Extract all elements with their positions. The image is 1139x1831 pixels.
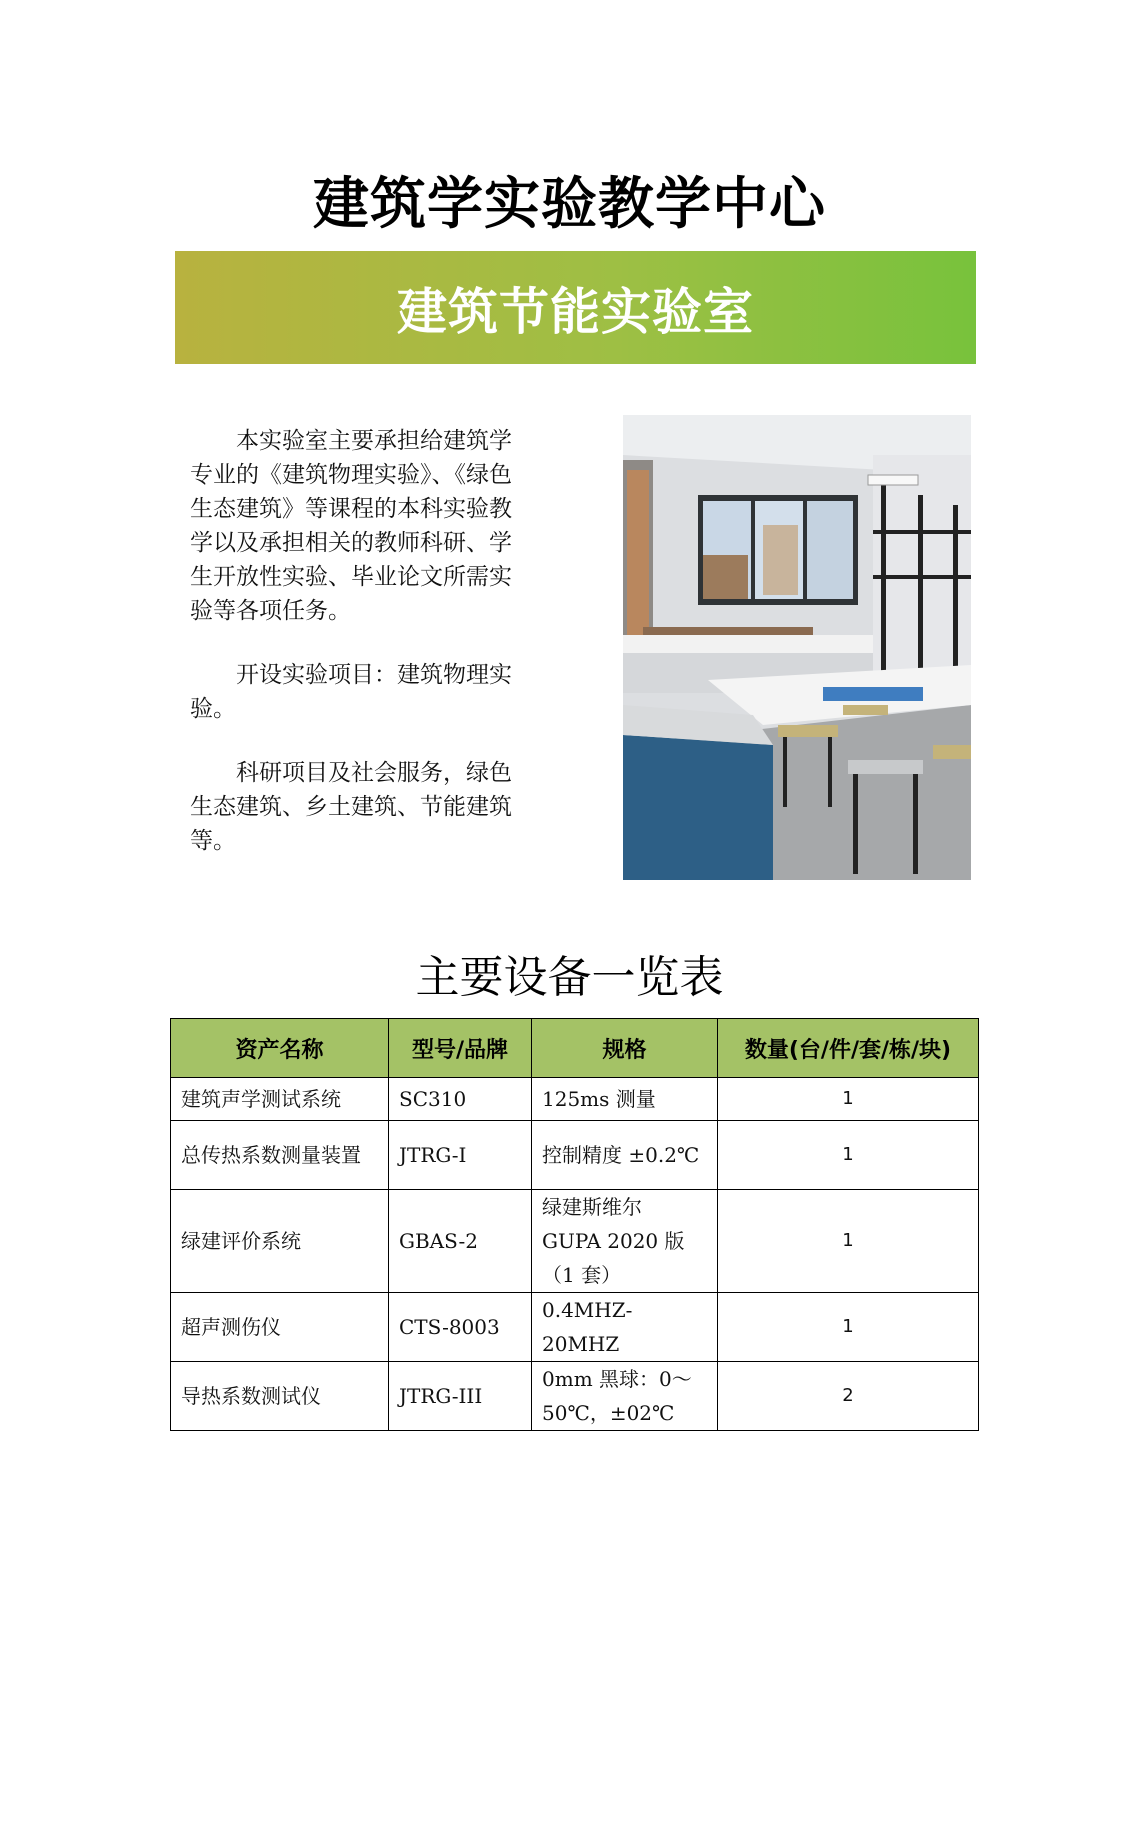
table-row (171, 1293, 979, 1362)
spec-cell: 0mm 黑球：0～50℃，±02℃ (532, 1362, 718, 1431)
table-row (171, 1078, 979, 1121)
intro-text (190, 424, 512, 888)
table-row (171, 1190, 979, 1293)
quantity-cell: 2 (718, 1362, 979, 1431)
equipment-table (170, 1018, 979, 1431)
column-header-quantity: 数量(台/件/套/栋/块) (718, 1019, 979, 1078)
asset-name-cell: 超声测伤仪 (171, 1293, 389, 1362)
model-cell: CTS-8003 (389, 1293, 532, 1362)
lab-photo (623, 415, 971, 880)
column-header-model: 型号/品牌 (389, 1019, 532, 1078)
spec-cell: 绿建斯维尔 GUPA 2020 版（1 套） (532, 1190, 718, 1293)
table-row (171, 1121, 979, 1190)
asset-name-cell: 绿建评价系统 (171, 1190, 389, 1293)
intro-paragraph-duties: 本实验室主要承担给建筑学专业的《建筑物理实验》、《绿色生态建筑》等课程的本科实验教学以及承担相关的教师科研、学生开放性实验、毕业论文所需实验等各项任务。 (190, 428, 512, 624)
table-header-row (171, 1019, 979, 1078)
quantity-cell: 1 (718, 1078, 979, 1121)
asset-name-cell: 建筑声学测试系统 (171, 1078, 389, 1121)
spec-cell: 0.4MHZ-20MHZ (532, 1293, 718, 1362)
model-cell: JTRG-III (389, 1362, 532, 1431)
spec-cell: 125ms 测量 (532, 1078, 718, 1121)
model-cell: GBAS-2 (389, 1190, 532, 1293)
lab-name: 建筑节能实验室 (397, 282, 754, 341)
column-header-asset-name: 资产名称 (171, 1019, 389, 1078)
intro-paragraph-projects: 开设实验项目：建筑物理实验。 (190, 662, 512, 722)
table-row (171, 1362, 979, 1431)
asset-name-cell: 导热系数测试仪 (171, 1362, 389, 1431)
quantity-cell: 1 (718, 1293, 979, 1362)
page-title: 建筑学实验教学中心 (313, 172, 826, 237)
quantity-cell: 1 (718, 1190, 979, 1293)
lab-name-banner (175, 251, 976, 364)
intro-paragraph-research: 科研项目及社会服务，绿色生态建筑、乡土建筑、节能建筑等。 (190, 760, 512, 854)
spec-cell: 控制精度 ±0.2℃ (532, 1121, 718, 1190)
model-cell: SC310 (389, 1078, 532, 1121)
model-cell: JTRG-I (389, 1121, 532, 1190)
quantity-cell: 1 (718, 1121, 979, 1190)
equipment-section-title: 主要设备一览表 (415, 952, 724, 1003)
column-header-spec: 规格 (532, 1019, 718, 1078)
asset-name-cell: 总传热系数测量装置 (171, 1121, 389, 1190)
